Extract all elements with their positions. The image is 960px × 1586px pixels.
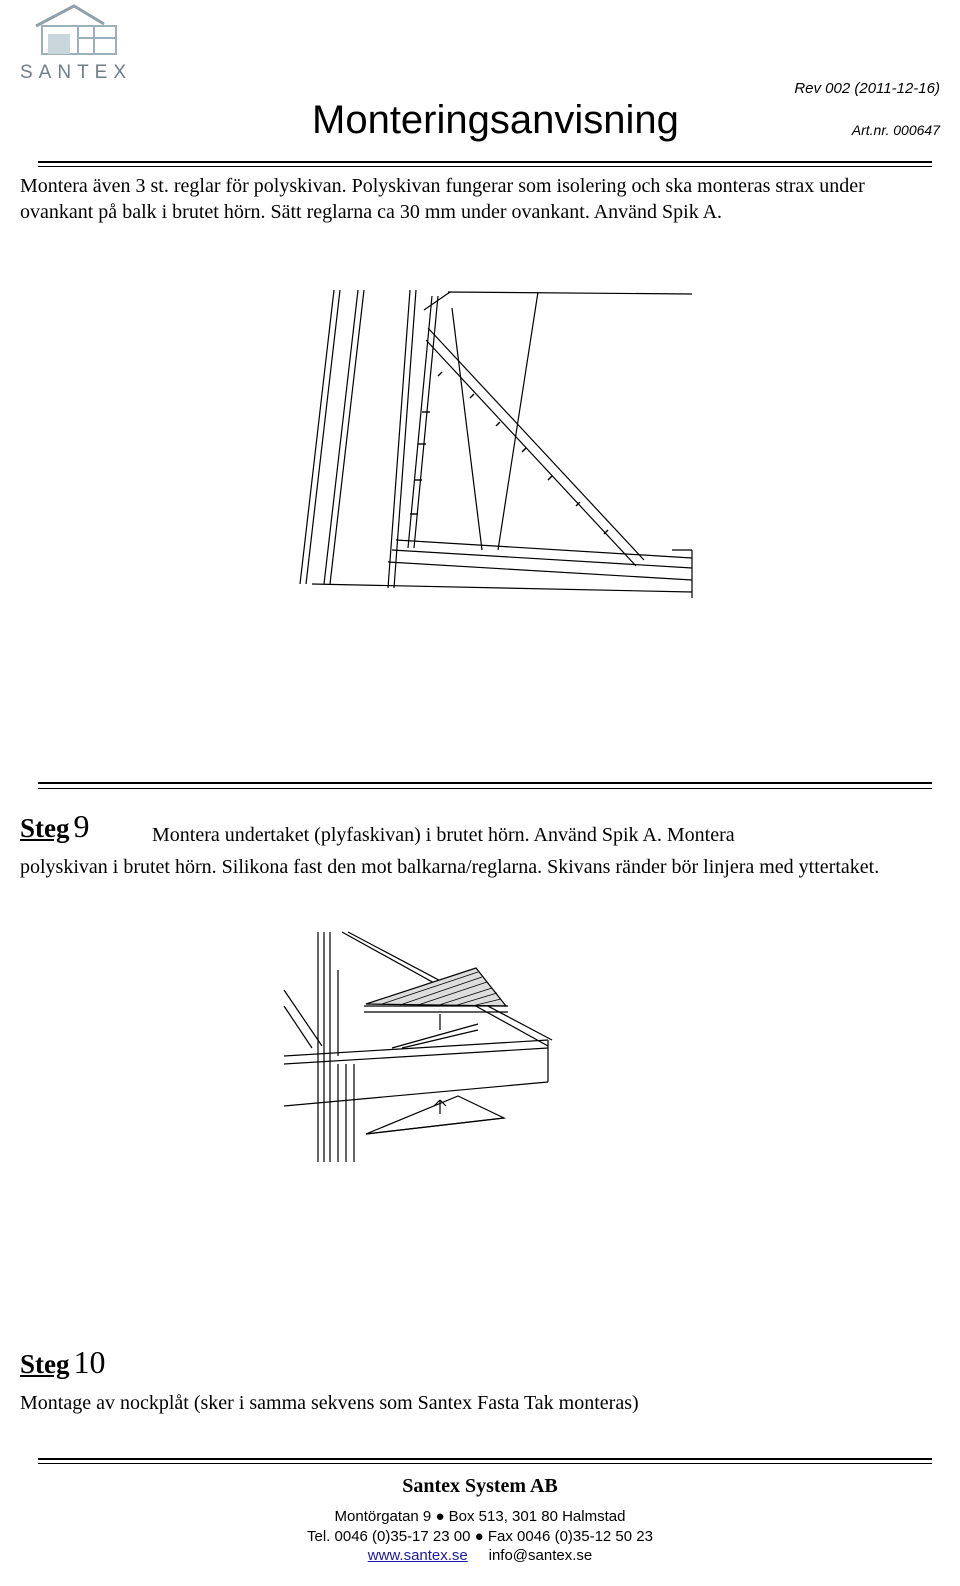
article-number: Art.nr. 000647 [851, 122, 940, 138]
soffit-board-illustration [282, 930, 554, 1166]
santex-logo-icon [34, 4, 120, 58]
bullet-icon: ● [474, 1528, 484, 1545]
revision-label: Rev 002 (2011-12-16) [794, 80, 940, 97]
logo-text: SANTEX [20, 62, 133, 83]
footer-fax: Fax 0046 (0)35-12 50 23 [487, 1528, 653, 1545]
step9-text-rest: polyskivan i brutet hörn. Silikona fast den mot balkarna/reglarna. Skivans ränder bör linjera med yttertaket. [20, 856, 880, 878]
step9-heading [20, 808, 90, 845]
bullet-icon: ● [435, 1508, 445, 1525]
step9-top-rule [38, 782, 932, 784]
header-rule-thin [38, 166, 932, 167]
step9-number: 9 [73, 808, 90, 844]
step9-label: Steg [20, 813, 70, 843]
footer-rule-thin [38, 1463, 932, 1464]
header-rule [38, 161, 932, 163]
step9-top-rule-thin [38, 788, 932, 789]
corner-rafters-illustration [292, 288, 696, 600]
footer-tel: Tel. 0046 (0)35-17 23 00 [307, 1528, 471, 1545]
website-link[interactable]: www.santex.se [367, 1547, 468, 1564]
footer-box: Box 513, 301 80 Halmstad [448, 1508, 626, 1525]
step10-number: 10 [73, 1344, 106, 1380]
step9-text-first: Montera undertaket (plyfaskivan) i brutet hörn. Använd Spik A. Montera [152, 824, 735, 846]
footer-street: Montörgatan 9 [334, 1508, 432, 1525]
email-text[interactable]: info@santex.se [488, 1547, 593, 1564]
footer-address [0, 1508, 960, 1525]
footer-rule [38, 1458, 932, 1460]
footer-company: Santex System AB [402, 1475, 558, 1497]
step10-heading [20, 1344, 106, 1381]
intro-paragraph: Montera även 3 st. reglar för polyskivan. Polyskivan fungerar som isolering och ska monteras strax under ovankant på balk i brutet hörn. Sätt reglarna ca 30 mm under ovankant. Använd Spik A. [20, 175, 865, 223]
document-title: Monteringsanvisning [312, 98, 679, 142]
footer-phone [0, 1528, 960, 1545]
footer-contact [0, 1547, 960, 1564]
step10-text: Montage av nockplåt (sker i samma sekvens som Santex Fasta Tak monteras) [20, 1392, 639, 1414]
step10-label: Steg [20, 1349, 70, 1379]
